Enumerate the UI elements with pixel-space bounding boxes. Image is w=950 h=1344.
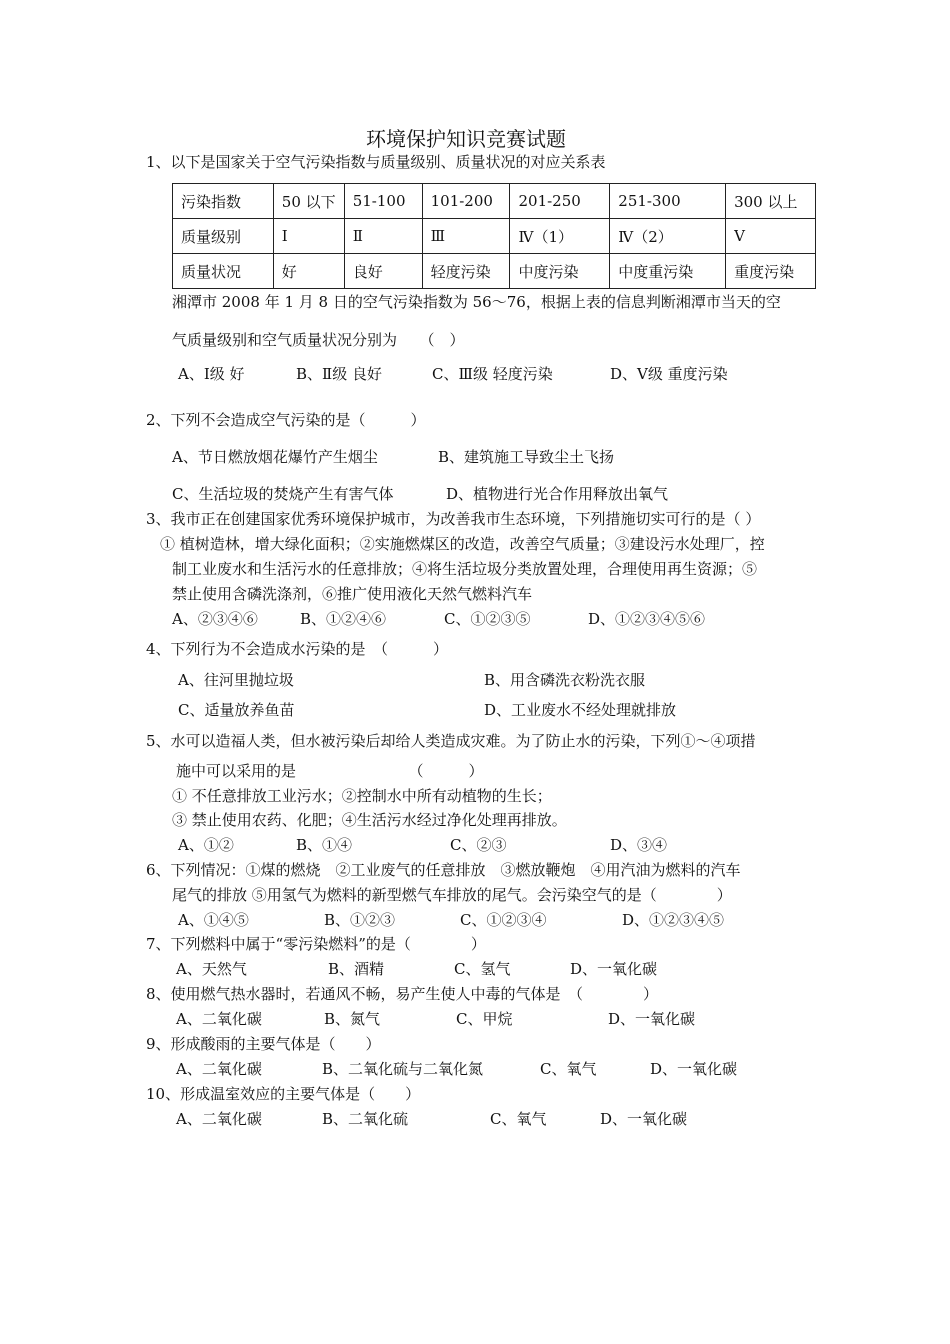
option-c: C、甲烷: [456, 1010, 513, 1028]
table-cell: 300 以上: [726, 184, 816, 219]
question-1-text: 湘潭市 2008 年 1 月 8 日的空气污染指数为 56～76，根据上表的信息判断湘潭市当天的空: [172, 293, 781, 311]
option-a: A、往河里抛垃圾: [178, 671, 294, 689]
table-cell: 污染指数: [173, 184, 274, 219]
option-b: B、酒精: [328, 960, 385, 978]
question-7-stem: 7、下列燃料中属于“零污染燃料”的是（ ）: [146, 935, 486, 953]
option-c: C、氧气: [490, 1110, 547, 1128]
question-3-text: ① 植树造林，增大绿化面积；②实施燃煤区的改造，改善空气质量；③建设污水处理厂，控: [160, 535, 765, 553]
option-b: B、①②④⑥: [300, 610, 387, 628]
table-cell: Ⅴ: [726, 219, 816, 254]
option-a: A、①②: [178, 836, 234, 854]
option-d: D、工业废水不经处理就排放: [484, 701, 677, 719]
table-cell: Ⅰ: [273, 219, 344, 254]
question-4-stem: 4、下列行为不会造成水污染的是 （ ）: [146, 640, 449, 658]
table-cell: 201-250: [510, 184, 610, 219]
table-cell: 101-200: [422, 184, 510, 219]
option-d: D、③④: [610, 836, 668, 854]
table-cell: 251-300: [610, 184, 726, 219]
table-cell: 中度重污染: [610, 254, 726, 289]
question-2-stem: 2、下列不会造成空气污染的是（ ）: [146, 411, 426, 429]
option-d: D、①②③④⑤: [622, 911, 725, 929]
question-3-text: 禁止使用含磷洗涤剂，⑥推广使用液化天然气燃料汽车: [172, 585, 533, 603]
option-c: C、①②③⑤: [444, 610, 531, 628]
option-c: C、氢气: [454, 960, 511, 978]
option-a: A、二氧化碳: [176, 1060, 262, 1078]
table-row: [173, 254, 816, 289]
table-cell: 中度污染: [510, 254, 610, 289]
question-3-text: 制工业废水和生活污水的任意排放；④将生活垃圾分类放置处理，合理使用再生资源；⑤: [172, 560, 758, 578]
option-a: A、②③④⑥: [172, 610, 258, 628]
question-5-stem: 5、水可以造福人类，但水被污染后却给人类造成灾难。为了防止水的污染，下列①～④项措: [146, 732, 756, 750]
option-d: D、植物进行光合作用释放出氧气: [446, 485, 669, 503]
question-5-text: ① 不任意排放工业污水；②控制水中所有动植物的生长；: [172, 787, 552, 805]
page-title: 环境保护知识竞赛试题: [366, 127, 566, 151]
table-cell: 好: [273, 254, 344, 289]
table-cell: Ⅲ: [422, 219, 510, 254]
option-c: C、适量放养鱼苗: [178, 701, 295, 719]
table-cell: 51-100: [344, 184, 422, 219]
option-c: C、生活垃圾的焚烧产生有害气体: [172, 485, 394, 503]
question-6-stem: 尾气的排放 ⑤用氢气为燃料的新型燃气车排放的尾气。会污染空气的是（ ）: [172, 886, 732, 904]
table-row: [173, 184, 816, 219]
question-5-text: ③ 禁止使用农药、化肥；④生活污水经过净化处理再排放。: [172, 811, 567, 829]
option-c: C、Ⅲ级 轻度污染: [432, 365, 553, 383]
question-1-text: 气质量级别和空气质量状况分别为 （ ）: [172, 331, 465, 349]
option-d: D、Ⅴ级 重度污染: [610, 365, 728, 383]
table-cell: 50 以下: [273, 184, 344, 219]
question-8-stem: 8、使用燃气热水器时，若通风不畅，易产生使人中毒的气体是 （ ）: [146, 985, 659, 1003]
option-b: B、二氧化硫: [322, 1110, 409, 1128]
table-cell: 良好: [344, 254, 422, 289]
option-d: D、一氧化碳: [608, 1010, 696, 1028]
question-10-stem: 10、形成温室效应的主要气体是（ ）: [146, 1085, 421, 1103]
option-a: A、天然气: [176, 960, 247, 978]
table-cell: 质量状况: [173, 254, 274, 289]
option-c: C、氧气: [540, 1060, 597, 1078]
air-quality-table: [172, 183, 816, 289]
option-a: A、二氧化碳: [176, 1010, 262, 1028]
option-d: D、一氧化碳: [570, 960, 658, 978]
option-a: A、Ⅰ级 好: [178, 365, 245, 383]
question-1-stem: 1、以下是国家关于空气污染指数与质量级别、质量状况的对应关系表: [146, 153, 606, 171]
option-b: B、建筑施工导致尘土飞扬: [438, 448, 615, 466]
option-a: A、二氧化碳: [176, 1110, 262, 1128]
table-cell: 轻度污染: [422, 254, 510, 289]
table-row: [173, 219, 816, 254]
question-3-stem: 3、我市正在创建国家优秀环境保护城市，为改善我市生态环境，下列措施切实可行的是（ ）: [146, 510, 761, 528]
option-b: B、①④: [296, 836, 353, 854]
question-5-stem: 施中可以采用的是 （ ）: [176, 762, 484, 780]
table-cell: Ⅱ: [344, 219, 422, 254]
option-b: B、二氧化硫与二氧化氮: [322, 1060, 484, 1078]
option-d: D、一氧化碳: [600, 1110, 688, 1128]
option-a: A、①④⑤: [178, 911, 249, 929]
option-a: A、节日燃放烟花爆竹产生烟尘: [172, 448, 378, 466]
option-b: B、Ⅱ级 良好: [296, 365, 382, 383]
question-9-stem: 9、形成酸雨的主要气体是（ ）: [146, 1035, 381, 1053]
option-b: B、氮气: [324, 1010, 381, 1028]
option-d: D、一氧化碳: [650, 1060, 738, 1078]
table-cell: Ⅳ（1）: [510, 219, 610, 254]
option-c: C、①②③④: [460, 911, 547, 929]
option-b: B、用含磷洗衣粉洗衣服: [484, 671, 646, 689]
option-b: B、①②③: [324, 911, 396, 929]
table-cell: 重度污染: [726, 254, 816, 289]
table-cell: Ⅳ（2）: [610, 219, 726, 254]
question-6-stem: 6、下列情况：①煤的燃烧 ②工业废气的任意排放 ③燃放鞭炮 ④用汽油为燃料的汽车: [146, 861, 741, 879]
option-c: C、②③: [450, 836, 507, 854]
option-d: D、①②③④⑤⑥: [588, 610, 706, 628]
table-cell: 质量级别: [173, 219, 274, 254]
